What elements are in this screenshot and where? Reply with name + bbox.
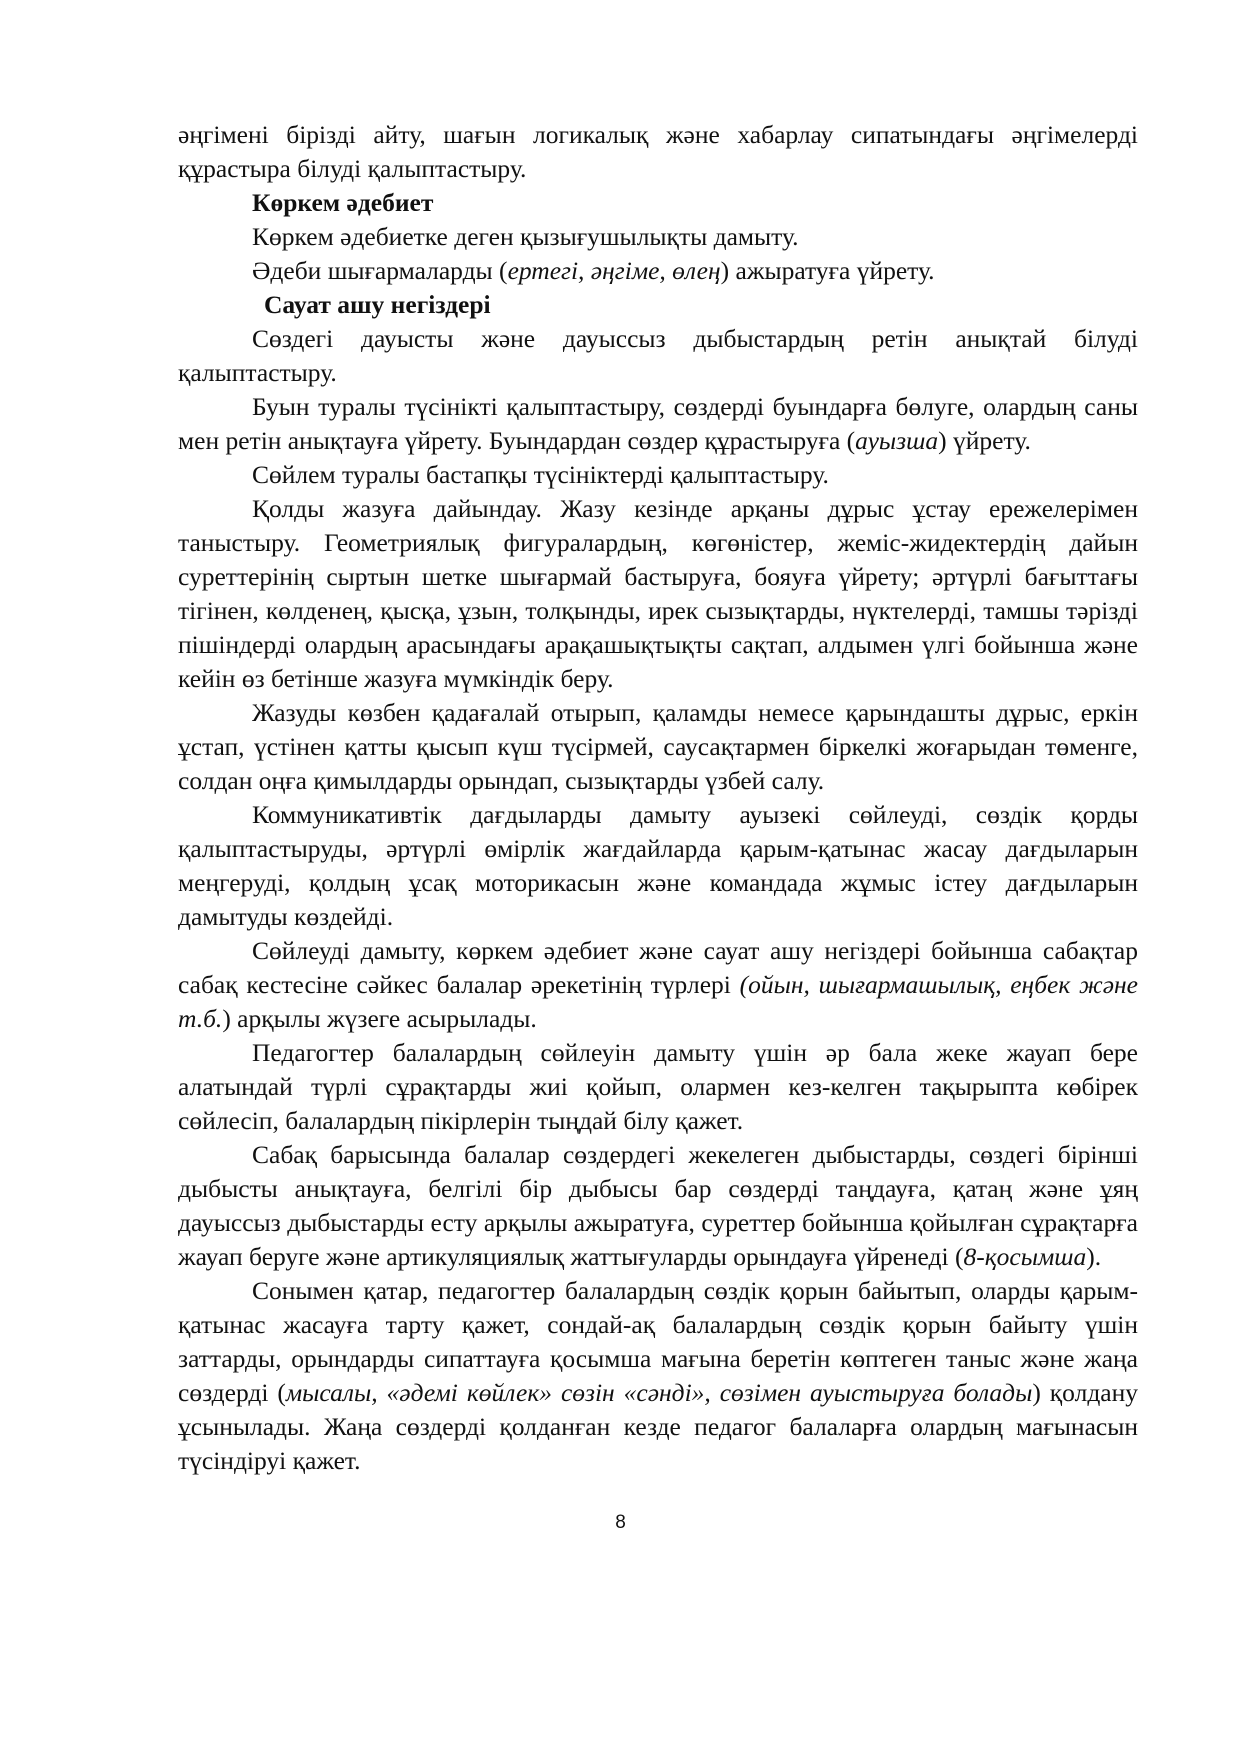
italic-run: ауызша [855, 426, 939, 455]
text-run: ) ажыратуға үйрету. [720, 256, 935, 285]
paragraph-continuation: әңгімені бірізді айту, шағын логикалық және хабарлау сипатындағы әңгімелерді құрастыра білуді қалыптастыру. [178, 120, 1138, 183]
document-page-body [178, 118, 1138, 1478]
text-run: ) қолдану ұсынылады. Жаңа сөздерді қолданған кезде педагог балаларға олардың мағынасын түсіндіруі қажет. [178, 1378, 1139, 1475]
text-run: Сонымен қатар, педагогтер балалардың сөздік қорын байытып, оларды қарым-қатынас жасауға тарту қажет, сондай-ақ балалардың сөздік қорын байыту үшін заттарды, орындарды сипаттауға қосымша мағына беретін көптеген таныс және жаңа сөздерді ( [178, 1276, 1138, 1407]
paragraph-hand-writing-prep: Қолды жазуға дайындау. Жазу кезінде арқаны дұрыс ұстау ережелерімен таныстыру. Геометриялық фигуралардың, көгөністер, жеміс-жидектердің дайын суреттерінің сыртын шетке шығармай бастыруға, бояуға үйрету; әртүрлі бағыттағы тігінен, көлденең, қысқа, ұзын, толқынды, ирек сызықтарды, нүктелерді, тамшы тәрізді пішіндерді олардың арасындағы арақашықтықты сақтап, алдымен үлгі бойынша және кейін өз бетінше жазуға мүмкіндік беру. [178, 494, 1138, 693]
text-run: ) үйрету. [938, 426, 1031, 455]
paragraph-vocabulary [178, 1274, 1138, 1478]
paragraph-lesson-schedule [178, 934, 1138, 1036]
text-run: Буын туралы түсінікті қалыптастыру, сөздерді буындарға бөлуге, олардың саны мен ретін анықтауға үйрету. Буындардан сөздер құрастыруға ( [178, 392, 1138, 455]
paragraph-vowels-consonants: Сөздегі дауысты және дауыссыз дыбыстардың ретін анықтай білуді қалыптастыру. [178, 324, 1138, 387]
paragraph-lesson-sounds [178, 1138, 1138, 1274]
italic-run: ертегі, әңгіме, өлең [507, 256, 721, 285]
text-run: Сабақ барысында балалар сөздердегі жекелеген дыбыстарды, сөздегі бірінші дыбысты анықтауға, белгілі бір дыбысы бар сөздерді таңдауға, қатаң және ұяң дауыссыз дыбыстарды есту арқылы ажыратуға, суреттер бойынша қойылған сұрақтарға жауап беруге және артикуляциялық жаттығуларды орындауға үйренеді ( [178, 1140, 1138, 1271]
paragraph-teacher-questions: Педагогтер балалардың сөйлеуін дамыту үшін әр бала жеке жауап бере алатындай түрлі сұрақтарды жиі қойып, олармен кез-келген тақырыпта көбірек сөйлесіп, балалардың пікірлерін тыңдай білу қажет. [178, 1038, 1138, 1135]
paragraph-communicative-skills: Коммуникативтік дағдыларды дамыту ауызекі сөйлеуді, сөздік қорды қалыптастыруды, әртүрлі өмірлік жағдайларда қарым-қатынас жасау дағдыларын меңгеруді, қолдың ұсақ моторикасын және командада жұмыс істеу дағдыларын дамытуды көздейді. [178, 800, 1138, 931]
paragraph-syllables [178, 390, 1138, 458]
paragraph-korkem-interest: Көркем әдебиетке деген қызығушылықты дамыту. [252, 222, 799, 251]
text-run: ). [1086, 1242, 1102, 1271]
page-number: 8 [615, 1512, 626, 1533]
italic-run: 8-қосымша [963, 1242, 1087, 1271]
italic-run: мысалы, «әдемі көйлек» сөзін «сәнді», сөзімен ауыстыруға болады [285, 1378, 1033, 1407]
paragraph-pen-holding: Жазуды көзбен қадағалай отырып, қаламды немесе қарындашты дұрыс, еркін ұстап, үстінен қатты қысып күш түсірмей, саусақтармен біркелкі жоғарыдан төменге, солдан оңға қимылдарды орындап, сызықтарды үзбей салу. [178, 698, 1138, 795]
text-run: ) арқылы жүзеге асырылады. [222, 1004, 537, 1033]
paragraph-literary-works [178, 254, 1138, 288]
paragraph-sentence: Сөйлем туралы бастапқы түсініктерді қалыптастыру. [252, 460, 829, 489]
section-heading-korkem-adebiet: Көркем әдебиет [252, 188, 434, 217]
section-heading-sauat-ashu: Сауат ашу негіздері [264, 290, 491, 319]
text-run: Әдеби шығармаларды ( [252, 256, 508, 285]
text-run: Сөйлеуді дамыту, көркем әдебиет және сауат ашу негіздері бойынша сабақтар сабақ кестесіне сәйкес балалар әрекетінің түрлері [178, 936, 1138, 999]
italic-run: (ойын, шығармашылық, еңбек және т.б. [178, 970, 1138, 1033]
